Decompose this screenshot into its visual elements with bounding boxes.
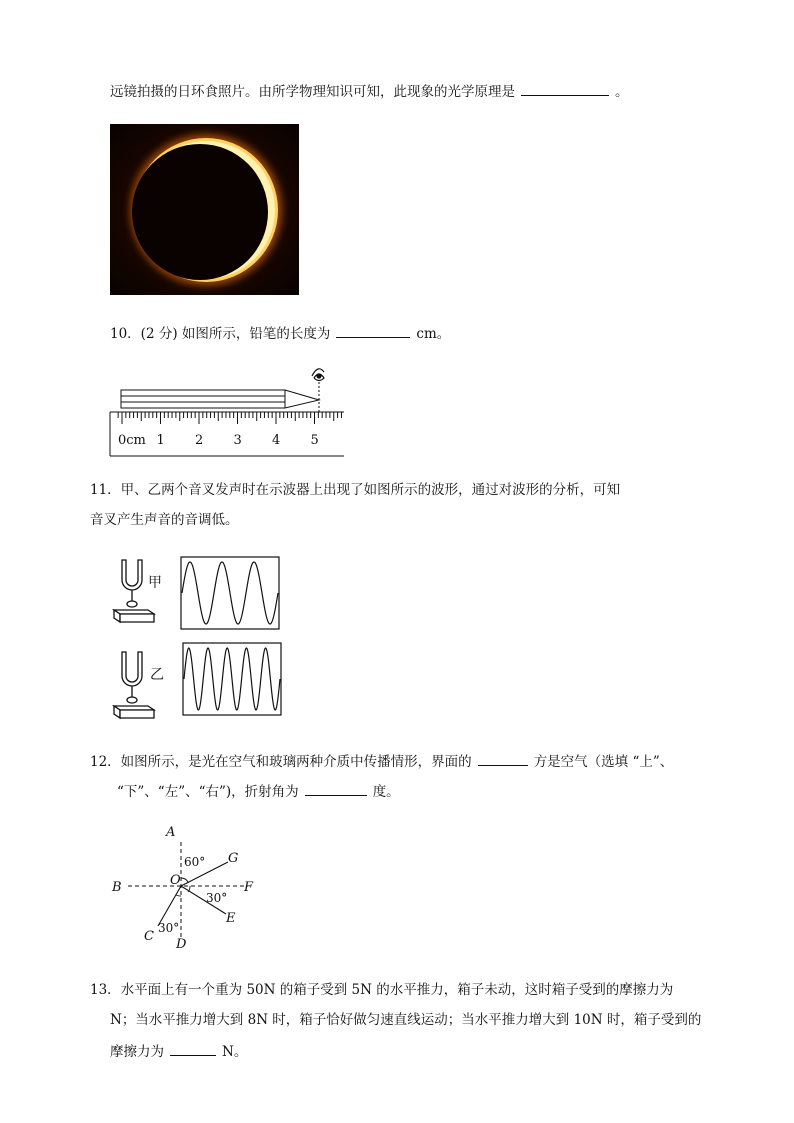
label-a: A: [166, 825, 176, 840]
q13-line3: [110, 1042, 247, 1062]
ruler-label: 1: [156, 433, 165, 448]
label-f: F: [244, 880, 254, 895]
q13-line2: N；当水平推力增大到 8N 时，箱子恰好做匀速直线运动；当水平推力增大到 10N 时，箱子受到的: [110, 1012, 702, 1028]
ruler-label: 5: [310, 433, 319, 448]
eye-icon: [312, 369, 324, 381]
q12-line2-b: 度。: [372, 784, 400, 800]
q12-answer-blank-2[interactable]: [305, 782, 367, 796]
q11-line1: 11．甲、乙两个音叉发声时在示波器上出现了如图所示的波形，通过对波形的分析，可知: [90, 482, 621, 498]
q9-answer-blank[interactable]: [521, 82, 609, 96]
angle-30-right: 30°: [206, 891, 228, 905]
q12-line1-a: 12．如图所示，是光在空气和玻璃两种介质中传播情形，界面的: [90, 754, 472, 770]
light-refraction-diagram: [108, 822, 268, 954]
q13-line3-b: N。: [222, 1044, 248, 1060]
oscilloscope-a: [180, 556, 280, 630]
label-o: O: [170, 873, 181, 888]
q13-line1: 13．水平面上有一个重为 50N 的箱子受到 5N 的水平推力，箱子未动，这时箱子受到的摩擦力为: [90, 982, 674, 998]
q12-line1: [90, 752, 673, 772]
q11-line2-text: 音叉产生声音的音调低。: [90, 512, 239, 528]
pencil-ruler-svg: [108, 360, 348, 458]
q12-answer-blank-1[interactable]: [478, 752, 528, 766]
label-e: E: [226, 911, 236, 926]
tuning-fork-b: [110, 648, 170, 724]
label-c: C: [144, 929, 154, 944]
pencil-ruler-figure: [108, 360, 348, 458]
ruler-label: 3: [233, 433, 242, 448]
tuning-fork-a: [110, 556, 170, 628]
q12-line2: [117, 782, 400, 802]
q9-text: 远镜拍摄的日环食照片。由所学物理知识可知，此现象的光学原理是: [110, 84, 515, 100]
q10-prefix: 10．(2 分) 如图所示，铅笔的长度为: [110, 326, 331, 342]
q9-tail-line: [110, 82, 629, 102]
fork-label-b: 乙: [150, 667, 164, 683]
angle-30-bottom: 30°: [158, 921, 180, 935]
q10-answer-blank[interactable]: [336, 324, 410, 338]
q10-unit: cm。: [416, 326, 451, 342]
ruler-label: 0cm: [118, 433, 146, 448]
annular-eclipse-photo: [110, 124, 299, 295]
pencil: [121, 390, 319, 408]
label-d: D: [176, 937, 187, 952]
q9-end: 。: [615, 84, 629, 100]
q13-answer-blank[interactable]: [170, 1042, 216, 1056]
q13-line3-a: 摩擦力为: [110, 1044, 164, 1060]
label-b: B: [112, 880, 122, 895]
q12-line2-a: “下”、“左”、“右”)，折射角为: [117, 784, 299, 800]
q10-line: [110, 324, 450, 344]
q12-line1-b: 方是空气（选填 “上”、: [533, 754, 674, 770]
angle-60: 60°: [184, 855, 206, 869]
oscilloscope-b: [182, 642, 282, 716]
label-g: G: [228, 851, 239, 866]
fork-label-a: 甲: [148, 575, 162, 591]
ruler-label: 4: [272, 433, 281, 448]
q11-line2: [90, 510, 239, 530]
ruler-label: 2: [195, 433, 204, 448]
